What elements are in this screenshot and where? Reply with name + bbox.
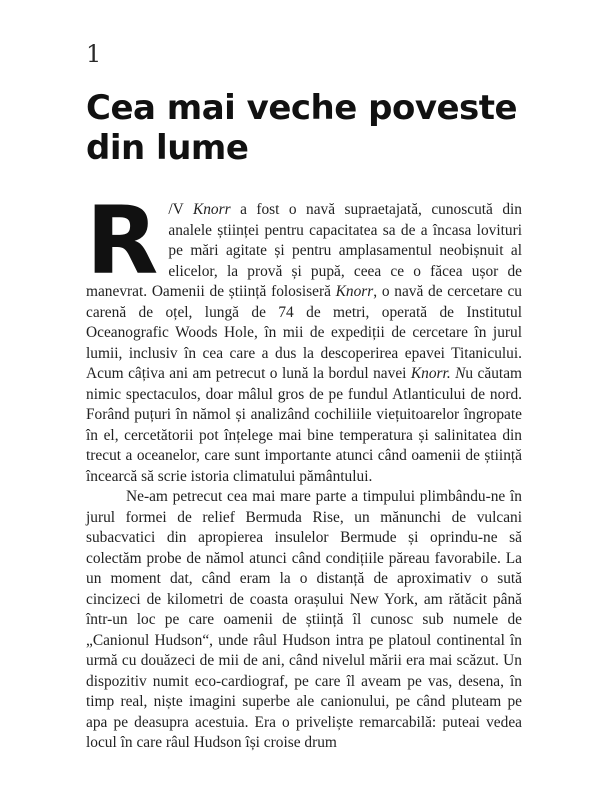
drop-cap: R xyxy=(86,187,159,296)
chapter-number: 1 xyxy=(86,40,102,68)
chapter-title: Cea mai veche poveste din lume xyxy=(86,88,518,168)
p1-run-italic: Knorr. N xyxy=(410,365,466,382)
p1-run-italic: Knorr xyxy=(192,201,231,218)
p1-run-italic: Knorr xyxy=(335,283,374,300)
body-text xyxy=(86,187,522,754)
p1-run: , o navă de cercetare cu carenă de oțel, lungă de 74 de metri, operată de Institutul Oceanografic Woods Hole, în mii de expediții de cercetare în jurul lumii, inclusiv în cea care a dus la descoperirea epavei Titanicului. Acum câțiva ani am petrecut o lună la bordul navei xyxy=(86,283,522,382)
p1-run: a fost o navă supraetajată, cunoscută din analele științei pentru capacitatea sa de a încasa lovituri pe mări agitate și pentru amplasamentul neobișnuit al elicelor, la provă și pupă, ceea ce o făcea ușor de manevrat. Oamenii de știință folosiseră xyxy=(86,201,522,300)
p1-run: /V xyxy=(168,201,193,218)
paragraph-1 xyxy=(86,187,522,487)
paragraph-2: Ne-am petrecut cea mai mare parte a timpului plimbându-ne în jurul formei de relief Bermuda Rise, un mănunchi de vulcani subacvatici din apropierea insulelor Bermude și oprindu-ne să colectăm probe de nămol atunci când condițiile păreau favorabile. La un moment dat, când eram la o distanță de aproximativ o sută cincizeci de kilometri de coasta orașului New York, am rătăcit până într-un loc pe care oamenii de știință îl cunosc sub numele de „Canionul Hudson“, unde râul Hudson intra pe platoul continental în urmă cu douăzeci de mii de ani, când nivelul mării era mai scăzut. Un dispozitiv numit eco-cardiograf, pe care îl aveam pe vas, desena, în timp real, niște imagini superbe ale canionului, pe când pluteam pe apa pe deasupra acestuia. Era o priveliște remarcabilă: puteai vedea locul în care râul Hudson își croise drum xyxy=(86,488,522,751)
p1-run: u căutam nimic spectaculos, doar mâlul gros de pe fundul Atlanticului de nord. Forând puțuri în nămol și analizând cochiliile viețuitoarelor îngropate în el, cercetătorii pot înțelege mai bine temperatura și salinitatea din trecut a oceanelor, care sunt importante atunci când oamenii de știință încearcă să scrie istoria climatului pământului. xyxy=(86,365,522,485)
